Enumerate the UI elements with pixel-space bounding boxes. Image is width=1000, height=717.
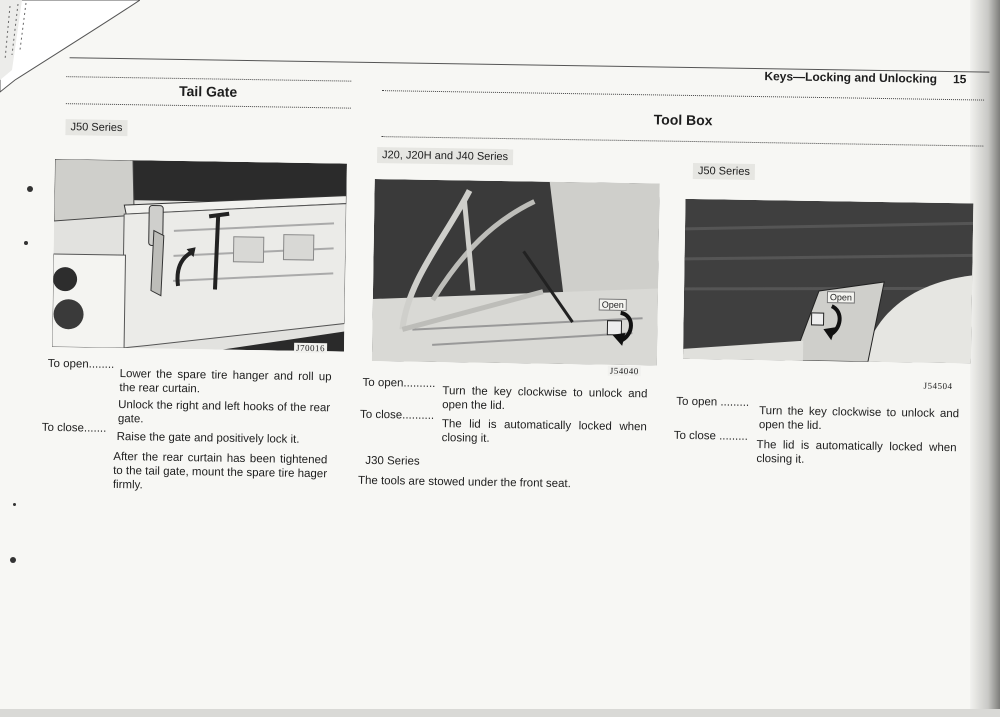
tool-box-title: Tool Box	[653, 111, 713, 129]
header-title: Keys—Locking and Unlocking	[764, 69, 938, 86]
tail-gate-photo	[52, 159, 347, 352]
close-label: To close .........	[673, 429, 748, 443]
page-number: 15	[952, 72, 967, 87]
tail-gate-series: J50 Series	[65, 119, 127, 136]
series-j30: J30 Series	[365, 454, 420, 468]
open-label: To open .........	[676, 395, 750, 409]
open-callout: Open	[827, 291, 855, 303]
close-label: To close..........	[359, 408, 435, 422]
open-label: To open..........	[362, 376, 436, 390]
figure-code: J54040	[609, 365, 639, 377]
open-instruction: Turn the key clockwise to unlock and open the lid.	[758, 405, 960, 433]
divider	[382, 90, 984, 100]
open-instruction-1: Lower the spare tire hanger and roll up the rear curtain.	[119, 368, 332, 396]
close-instruction: The lid is automatically locked when closing it.	[441, 418, 647, 445]
tool-box-photo-j20	[372, 179, 660, 365]
tool-box-photo-j50	[683, 199, 973, 364]
figure-code: J70016	[295, 342, 326, 354]
close-label: To close.......	[41, 421, 107, 435]
running-header	[764, 69, 966, 86]
open-label: To open........	[47, 357, 115, 371]
figure-code: J54504	[923, 380, 953, 392]
close-instruction-1: Raise the gate and positively lock it.	[116, 430, 300, 446]
series-j20-j40: J20, J20H and J40 Series	[377, 147, 513, 165]
close-instruction: The lid is automatically locked when closing it.	[756, 439, 957, 466]
open-instruction: Turn the key clockwise to unlock and open the lid.	[442, 385, 648, 413]
divider	[381, 136, 983, 146]
divider	[66, 103, 351, 108]
tail-gate-title: Tail Gate	[178, 82, 238, 100]
open-instruction-2: Unlock the right and left hooks of the rear gate.	[117, 399, 331, 426]
series-j50-toolbox: J50 Series	[693, 163, 755, 180]
j30-note: The tools are stowed under the front seat.	[357, 474, 571, 491]
close-instruction-2: After the rear curtain has been tightened to the tail gate, mount the spare tire hager firmly.	[112, 450, 328, 492]
open-callout: Open	[599, 299, 627, 311]
divider	[66, 76, 351, 81]
